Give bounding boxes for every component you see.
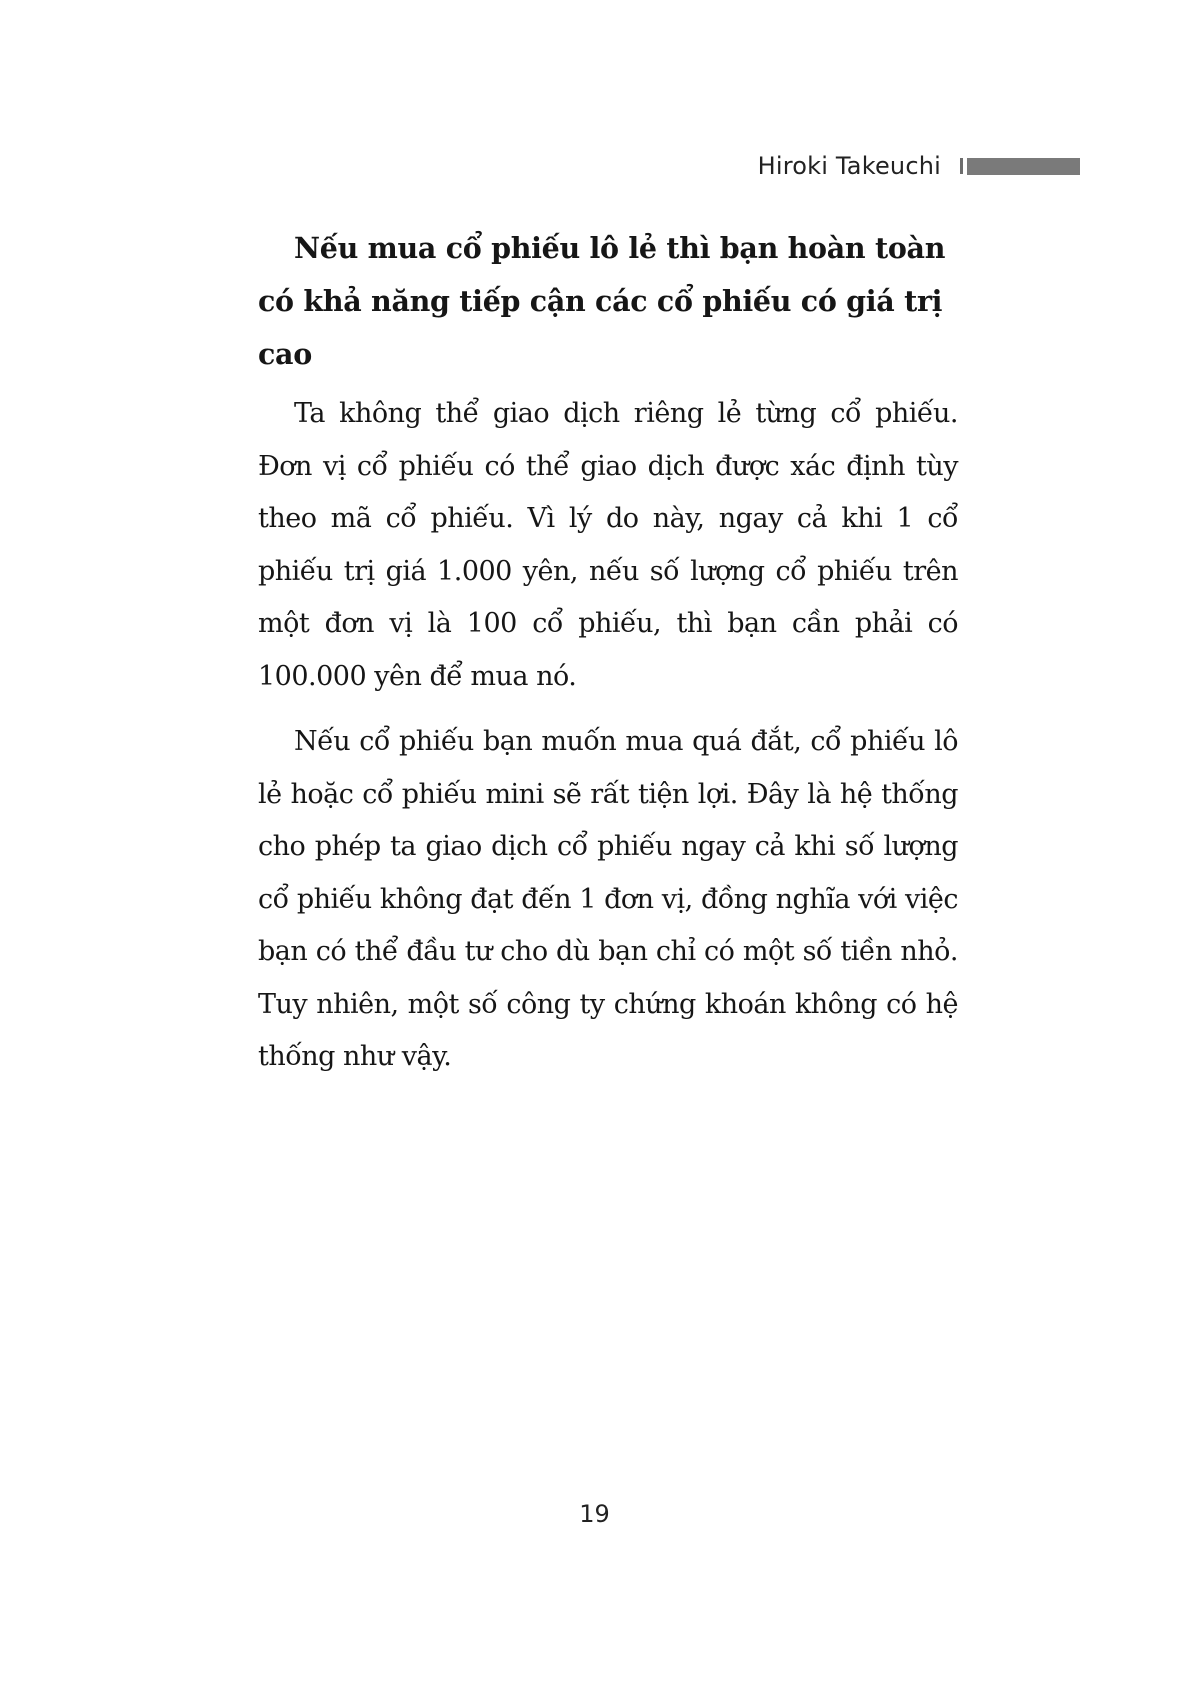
body-paragraph-1: Ta không thể giao dịch riêng lẻ từng cổ phiếu. Đơn vị cổ phiếu có thể giao dịch được xác định tùy theo mã cổ phiếu. Vì lý do này, ngay cả khi 1 cổ phiếu trị giá 1.000 yên, nếu số lượng cổ phiếu trên một đơn vị là 100 cổ phiếu, thì bạn cần phải có 100.000 yên để mua nó. [258, 398, 958, 692]
header-divider-tick [960, 158, 963, 174]
running-header [0, 146, 1189, 186]
page-content [258, 222, 958, 1084]
section-heading: Nếu mua cổ phiếu lô lẻ thì bạn hoàn toàn có khả năng tiếp cận các cổ phiếu có giá trị cao [258, 231, 946, 371]
header-decorative-bar [967, 158, 1080, 175]
header-author: Hiroki Takeuchi [757, 152, 941, 180]
page-number: 19 [579, 1500, 610, 1528]
body-paragraph-2: Nếu cổ phiếu bạn muốn mua quá đắt, cổ phiếu lô lẻ hoặc cổ phiếu mini sẽ rất tiện lợi. Đây là hệ thống cho phép ta giao dịch cổ phiếu ngay cả khi số lượng cổ phiếu không đạt đến 1 đơn vị, đồng nghĩa với việc bạn có thể đầu tư cho dù bạn chỉ có một số tiền nhỏ. Tuy nhiên, một số công ty chứng khoán không có hệ thống như vậy. [258, 726, 958, 1072]
